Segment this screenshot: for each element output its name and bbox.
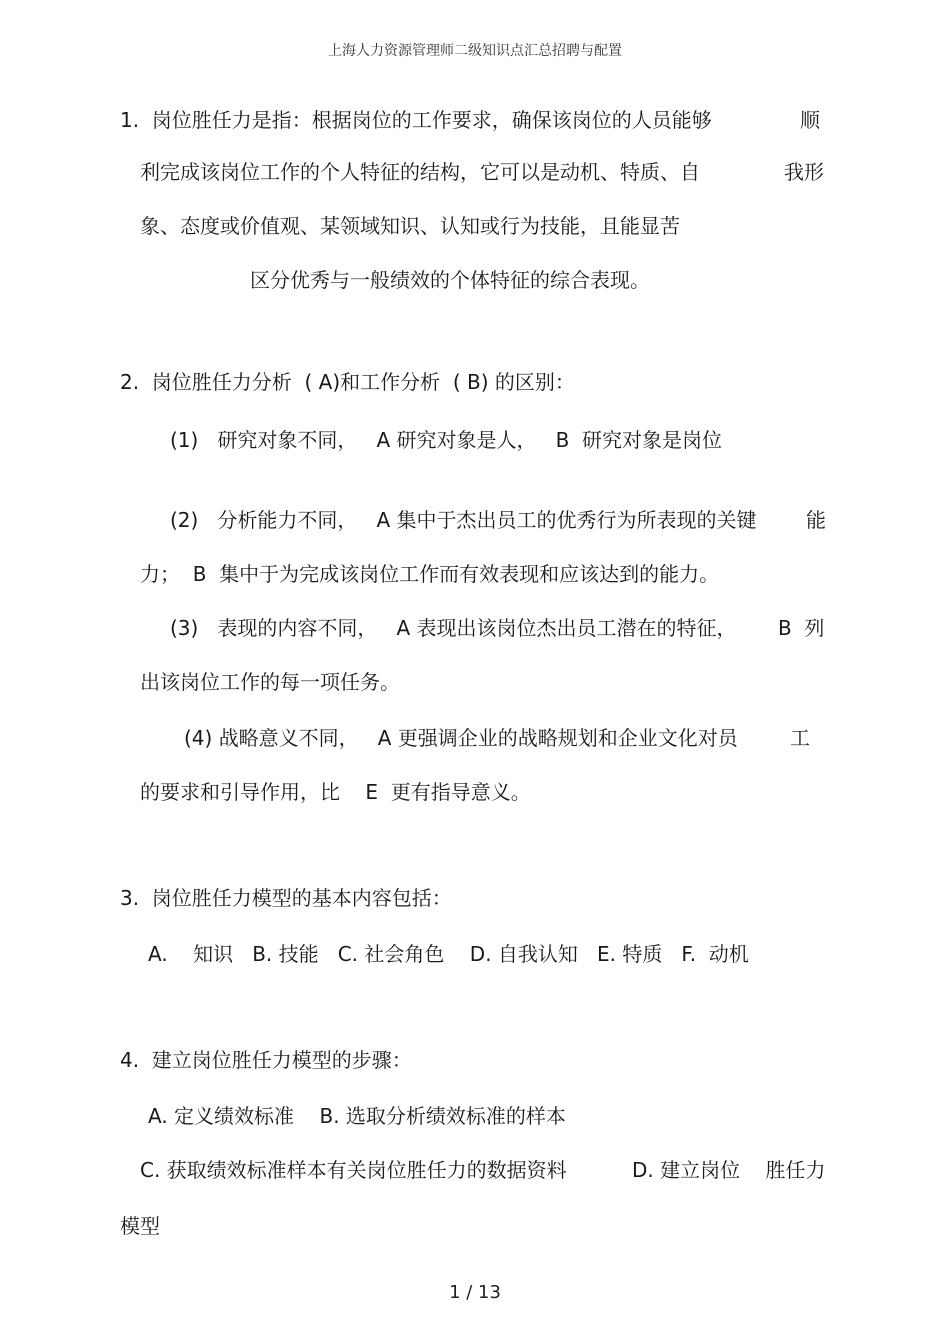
item-1-line-1-end: 顺	[800, 108, 820, 132]
item-1-line-2: 利完成该岗位工作的个人特征的结构，它可以是动机、特质、自	[140, 160, 700, 184]
item-4-line-2: C. 获取绩效标准样本有关岗位胜任力的数据资料	[140, 1158, 567, 1182]
item-2-point-2: (2) 分析能力不同， A 集中于杰出员工的优秀行为所表现的关键	[170, 508, 757, 532]
item-3-title: 3. 岗位胜任力模型的基本内容包括：	[120, 886, 452, 910]
item-2-point-3-end: B 列	[778, 616, 825, 640]
item-4-line-2-end: D. 建立岗位 胜任力	[632, 1158, 826, 1182]
item-2-point-1: (1) 研究对象不同， A 研究对象是人， B 研究对象是岗位	[170, 428, 723, 452]
item-2-point-3: (3) 表现的内容不同， A 表现出该岗位杰出员工潜在的特征，	[170, 616, 737, 640]
item-2-point-2-end: 能	[806, 508, 826, 532]
item-4-title: 4. 建立岗位胜任力模型的步骤：	[120, 1048, 412, 1072]
item-1-line-4: 区分优秀与一般绩效的个体特征的综合表现。	[250, 268, 650, 292]
item-2-point-3-cont: 出该岗位工作的每一项任务。	[140, 670, 400, 694]
item-2-point-4-cont: 的要求和引导作用，比 E 更有指导意义。	[140, 780, 531, 804]
item-2-point-4-end: 工	[790, 726, 810, 750]
item-1-line-3: 象、态度或价值观、某领域知识、认知或行为技能，且能显苦	[140, 214, 680, 238]
item-1-line-1: 1. 岗位胜任力是指：根据岗位的工作要求，确保该岗位的人员能够	[120, 108, 712, 132]
item-2-point-2-cont: 力； B 集中于为完成该岗位工作而有效表现和应该达到的能力。	[140, 562, 720, 586]
item-2-point-4: (4) 战略意义不同， A 更强调企业的战略规划和企业文化对员	[184, 726, 738, 750]
page-number: 1 / 13	[449, 1282, 501, 1303]
item-4-line-1: A. 定义绩效标准 B. 选取分析绩效标准的样本	[148, 1104, 566, 1128]
item-2-title: 2. 岗位胜任力分析 ( A)和工作分析 ( B) 的区别：	[120, 370, 575, 394]
item-4-line-3: 模型	[120, 1214, 160, 1238]
item-1-line-2-end: 我形	[784, 160, 824, 184]
page-header: 上海人力资源管理师二级知识点汇总招聘与配置	[328, 43, 622, 59]
item-3-options: A. 知识 B. 技能 C. 社会角色 D. 自我认知 E. 特质 F. 动机	[148, 942, 749, 966]
